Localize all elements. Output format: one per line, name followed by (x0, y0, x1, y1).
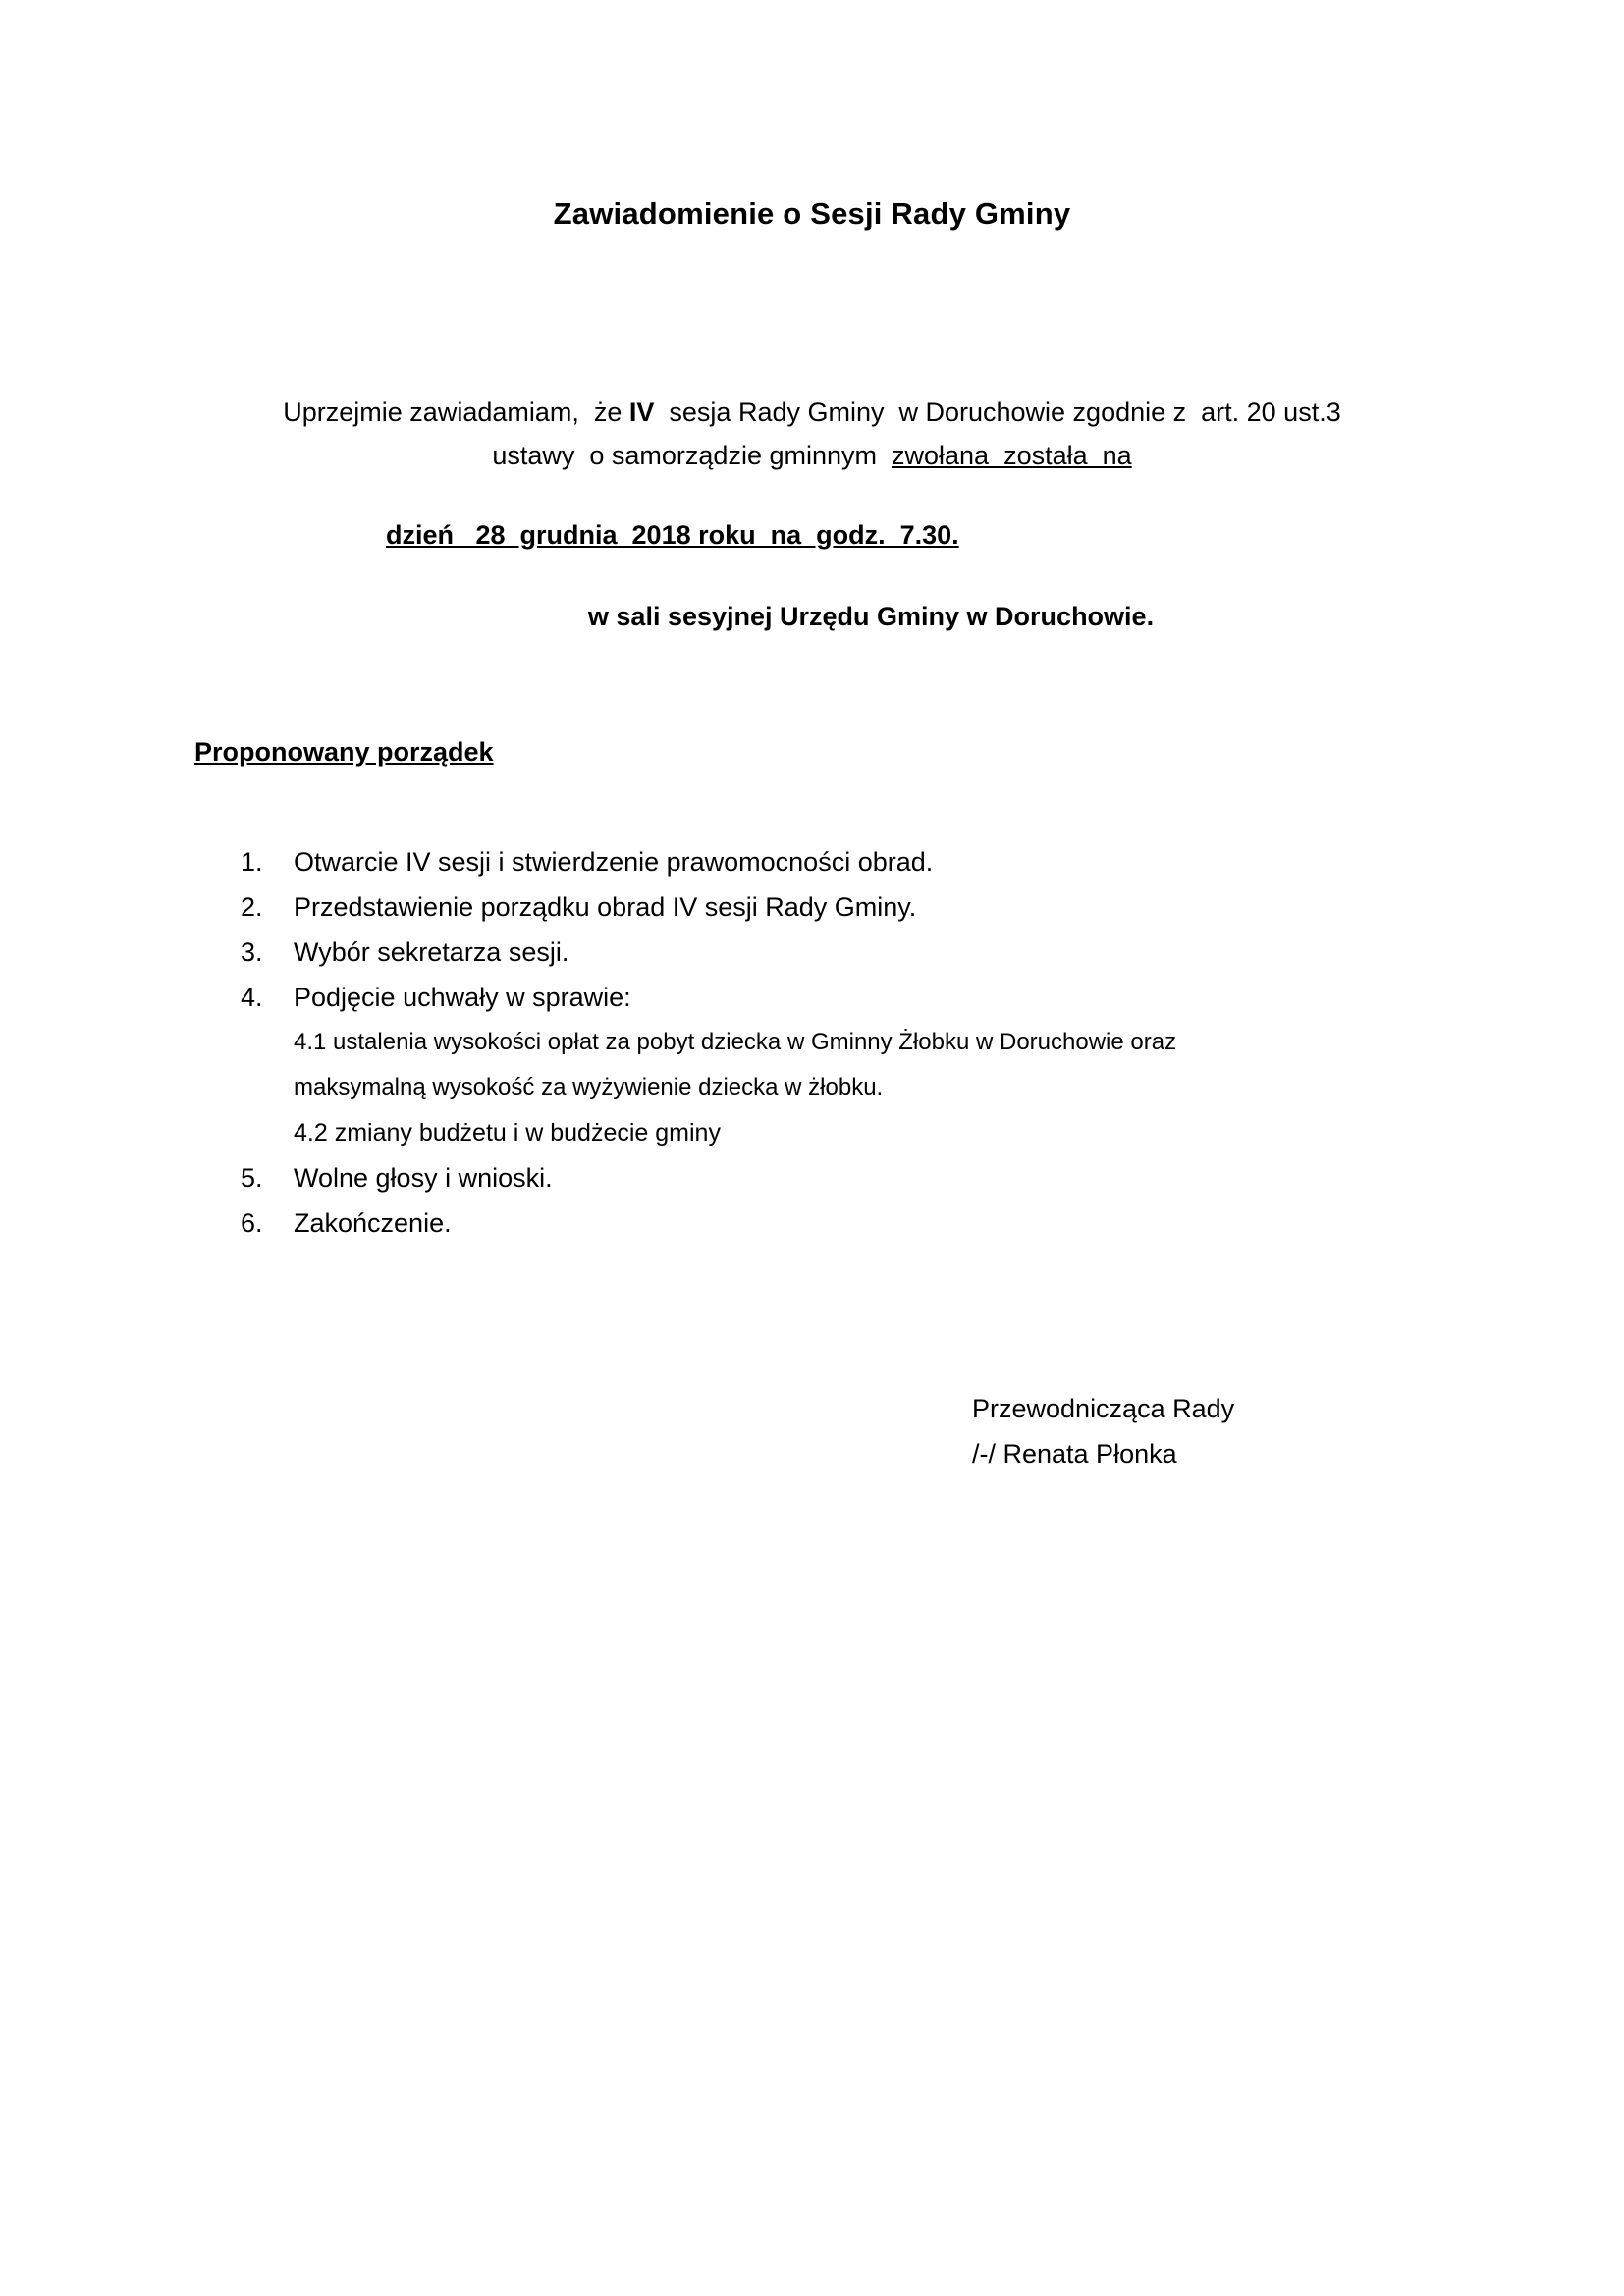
agenda-item-number: 1. (241, 847, 263, 877)
document-title: Zawiadomienie o Sesji Rady Gminy (553, 196, 1071, 231)
intro-line-1-end: sesja Rady Gminy w Doruchowie zgodnie z art. 20 ust.3 (654, 398, 1341, 427)
agenda-item-text: Przedstawienie porządku obrad IV sesji Rady Gminy. (294, 892, 917, 922)
agenda-item-number: 4. (241, 983, 263, 1012)
signature-block (972, 1386, 1234, 1476)
convened-phrase: zwołana została na (892, 441, 1132, 470)
agenda-subitem-4-1-line-1: 4.1 ustalenia wysokości opłat za pobyt dziecka w Gminny Żłobku w Doruchowie oraz (294, 1029, 1177, 1055)
agenda-item (241, 930, 1419, 975)
agenda-item (241, 975, 1419, 1020)
agenda-subitem-4-1-line-2: maksymalną wysokość za wyżywienie dziecka w żłobku. (294, 1074, 884, 1100)
agenda-subitem-4-2: 4.2 zmiany budżetu i w budżecie gminy (294, 1119, 721, 1147)
agenda-item-text: Wolne głosy i wnioski. (294, 1163, 553, 1193)
intro-line-2-start: ustawy o samorządzie gminnym (492, 441, 892, 470)
signature-role: Przewodnicząca Rady (972, 1394, 1235, 1423)
agenda-item (241, 884, 1419, 930)
session-date: dzień 28 grudnia 2018 roku na godz. 7.30. (386, 520, 959, 550)
agenda-item-text: Wybór sekretarza sesji. (294, 937, 569, 967)
agenda-item-number: 5. (241, 1163, 263, 1193)
session-number: IV (628, 398, 655, 427)
intro-line-1-start: Uprzejmie zawiadamiam, że (283, 398, 629, 427)
session-location: w sali sesyjnej Urzędu Gminy w Doruchowie. (587, 602, 1155, 631)
agenda-item-text: Otwarcie IV sesji i stwierdzenie prawomocności obrad. (294, 847, 934, 877)
agenda-item-number: 2. (241, 892, 263, 922)
signature-name: /-/ Renata Płonka (972, 1439, 1177, 1468)
agenda-item (241, 1201, 1419, 1246)
agenda-item-text: Zakończenie. (294, 1208, 452, 1238)
agenda-heading: Proponowany porządek (194, 737, 494, 767)
agenda-item (241, 839, 1419, 884)
agenda-item-number: 6. (241, 1208, 263, 1238)
intro-line-1 (0, 398, 1624, 428)
agenda-item (241, 1155, 1419, 1201)
agenda-item-text: Podjęcie uchwały w sprawie: (294, 983, 631, 1012)
intro-line-2 (0, 441, 1624, 471)
agenda-item-number: 3. (241, 937, 263, 967)
agenda-list (241, 839, 1419, 1246)
